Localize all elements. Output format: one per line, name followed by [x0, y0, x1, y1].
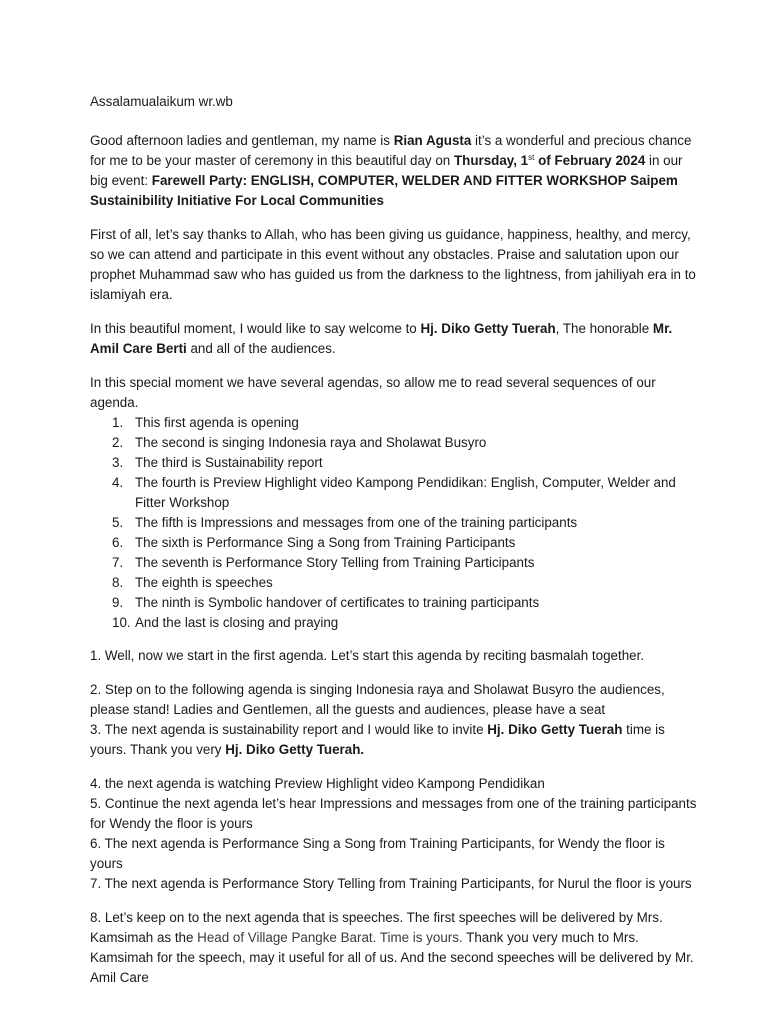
step-3-guest-thanks: Hj. Diko Getty Tuerah.: [225, 742, 365, 757]
mc-name: Rian Agusta: [393, 133, 472, 148]
welcome-text-1: In this beautiful moment, I would like to say welcome to: [90, 321, 421, 336]
step-8-text-2: Head of Village Pangke Barat. Time is yours.: [197, 930, 463, 945]
event-title: Farewell Party: ENGLISH, COMPUTER, WELDER AND FITTER WORKSHOP Saipem Sustainibility Initiative For Local Communities: [90, 173, 678, 208]
thanks-paragraph: First of all, let’s say thanks to Allah, who has been giving us guidance, happiness, healthy, and mercy, so we can attend and participate in this event without any obstacles. Praise and salutation upon our prophet Muhammad saw who has guided us from the darkness to the lightness, from jahiliyah era in to islamiyah era.: [90, 227, 696, 302]
list-item: [90, 553, 698, 573]
guest-name-1: Hj. Diko Getty Tuerah: [420, 321, 556, 336]
agenda-text: The sixth is Performance Sing a Song from Training Participants: [135, 535, 516, 550]
agenda-text: The second is singing Indonesia raya and Sholawat Busyro: [135, 435, 487, 450]
agenda-number: 2.: [112, 435, 124, 450]
list-item: [90, 573, 698, 593]
guest-name-2: Mr. Amil Care Berti: [90, 321, 673, 356]
list-item: [90, 433, 698, 453]
step-8-text-3: Thank you very much to Mrs. Kamsimah for the speech, may it useful for all of us. And the second speeches will be delivered by Mr. Amil Care: [90, 930, 694, 985]
agenda-number: 1.: [112, 415, 124, 430]
intro-paragraph: [90, 131, 698, 211]
step-4: 4. the next agenda is watching Preview Highlight video Kampong Pendidikan: [90, 776, 545, 791]
list-item: [90, 453, 698, 473]
step-3: [90, 720, 698, 760]
agenda-number: 4.: [112, 475, 124, 490]
greeting: Assalamualaikum wr.wb: [90, 94, 233, 109]
step-5: 5. Continue the next agenda let’s hear Impressions and messages from one of the training participants for Wendy the floor is yours: [90, 796, 697, 831]
step-3-text-2: time is yours. Thank you very: [90, 722, 665, 757]
event-date-suffix: st: [528, 153, 535, 162]
list-item: [90, 473, 698, 513]
step-8-text-1: 8. Let’s keep on to the next agenda that is speeches. The first speeches will be delivered by Mrs. Kamsimah as the: [90, 910, 663, 945]
agenda-number: 10.: [112, 615, 131, 630]
step-2: 2. Step on to the following agenda is singing Indonesia raya and Sholawat Busyro the audiences, please stand! Ladies and Gentlemen, all the guests and audiences, please have a seat: [90, 682, 665, 717]
step-8: [90, 908, 698, 988]
agenda-text: The fourth is Preview Highlight video Kampong Pendidikan: English, Computer, Welder and Fitter Workshop: [135, 475, 676, 510]
agenda-number: 3.: [112, 455, 124, 470]
agenda-text: The seventh is Performance Story Telling from Training Participants: [135, 555, 535, 570]
intro-text-2: it’s a wonderful and precious chance for me to be your master of ceremony in this beautiful day on: [90, 133, 692, 168]
step-6: 6. The next agenda is Performance Sing a Song from Training Participants, for Wendy the floor is yours: [90, 836, 665, 871]
agenda-number: 8.: [112, 575, 124, 590]
agenda-number: 9.: [112, 595, 124, 610]
agenda-text: The fifth is Impressions and messages from one of the training participants: [135, 515, 578, 530]
agenda-text: This first agenda is opening: [135, 415, 299, 430]
agenda-text: The third is Sustainability report: [135, 455, 323, 470]
agenda-text: The eighth is speeches: [135, 575, 273, 590]
list-item: [90, 613, 698, 633]
agenda-text: The ninth is Symbolic handover of certificates to training participants: [135, 595, 540, 610]
step-7: 7. The next agenda is Performance Story Telling from Training Participants, for Nurul the floor is yours: [90, 876, 692, 891]
intro-text-1: Good afternoon ladies and gentleman, my name is: [90, 133, 394, 148]
list-item: [90, 593, 698, 613]
welcome-paragraph: [90, 319, 698, 359]
list-item: [90, 413, 698, 433]
event-date-month: of February 2024: [534, 153, 646, 168]
welcome-text-3: and all of the audiences.: [186, 341, 336, 356]
agenda-number: 6.: [112, 535, 124, 550]
event-date-day: Thursday, 1: [453, 153, 529, 168]
agenda-number: 7.: [112, 555, 124, 570]
step-3-guest: Hj. Diko Getty Tuerah: [487, 722, 623, 737]
agenda-intro: In this special moment we have several agendas, so allow me to read several sequences of our agenda.: [90, 375, 656, 410]
agenda-number: 5.: [112, 515, 124, 530]
agenda-text: And the last is closing and praying: [135, 615, 339, 630]
list-item: [90, 533, 698, 553]
welcome-text-2: , The honorable: [555, 321, 653, 336]
step-1: 1. Well, now we start in the first agenda. Let’s start this agenda by reciting basmalah together.: [90, 648, 645, 663]
list-item: [90, 513, 698, 533]
step-3-text-1: 3. The next agenda is sustainability report and I would like to invite: [90, 722, 488, 737]
agenda-list: [90, 413, 698, 633]
intro-text-3: in our big event:: [90, 153, 683, 188]
